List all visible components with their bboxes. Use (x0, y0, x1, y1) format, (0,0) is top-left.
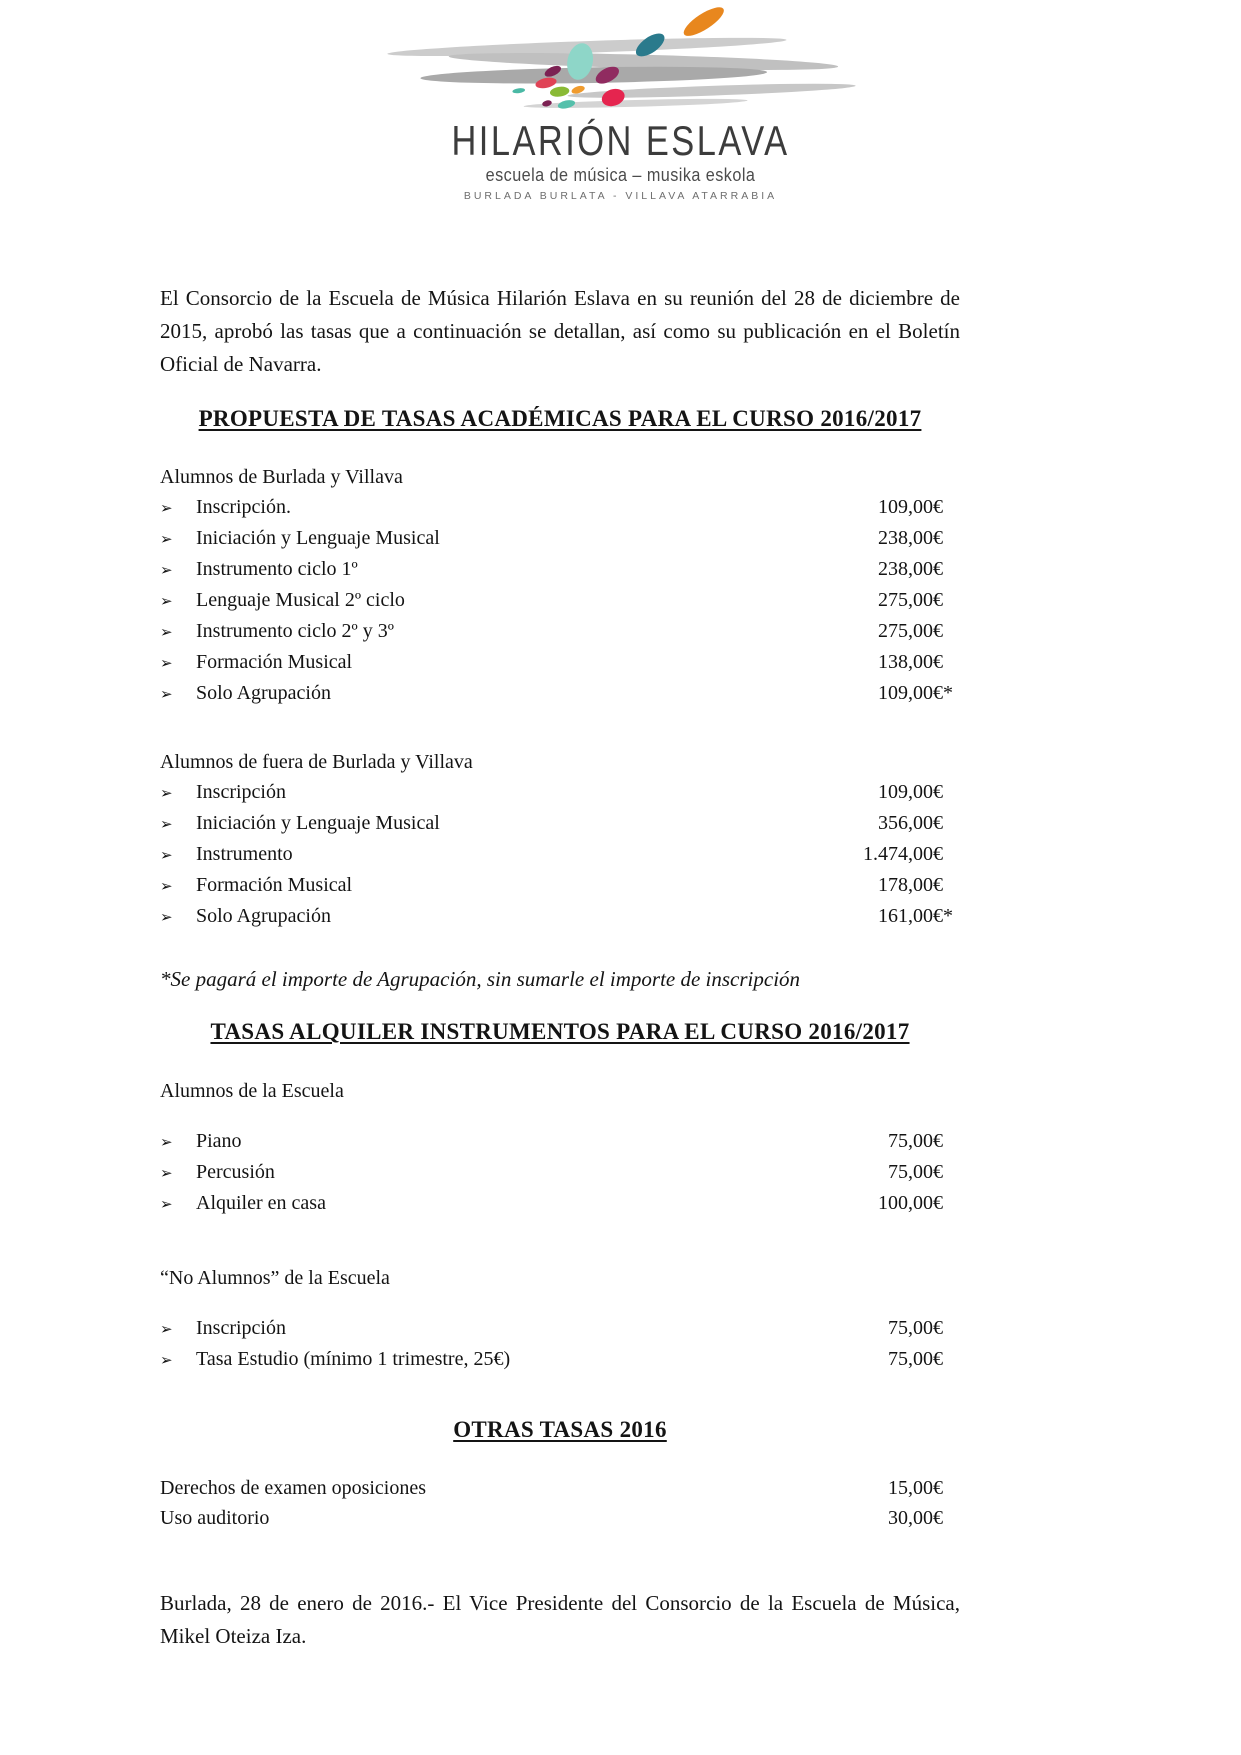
fee-row (160, 777, 960, 808)
intro-paragraph: El Consorcio de la Escuela de Música Hilarión Eslava en su reunión del 28 de diciembre de 2015, aprobó las tasas que a continuación se detallan, así como su publicación en el Boletín Oficial de Navarra. (160, 286, 960, 376)
arrow-bullet-icon: ➢ (160, 877, 173, 895)
fee-price (878, 777, 943, 807)
fee-price (888, 1473, 943, 1503)
fee-label: Alquiler en casa (196, 1192, 326, 1214)
arrow-bullet-icon: ➢ (160, 654, 173, 672)
group-label-no-alumnos: “No Alumnos” de la Escuela (160, 1267, 390, 1289)
fee-row (160, 901, 960, 932)
arrow-bullet-icon: ➢ (160, 784, 173, 802)
fee-row (160, 1313, 960, 1344)
fee-row (160, 1126, 960, 1157)
fee-amount: 109,00€ (878, 781, 943, 803)
fee-label: Percusión (196, 1161, 275, 1183)
fee-list-alumnos (160, 1126, 960, 1219)
fee-amount: 109,00€ (878, 682, 943, 704)
group-label-burlada: Alumnos de Burlada y Villava (160, 466, 403, 488)
fee-amount: 275,00€ (878, 589, 943, 611)
fee-row (160, 1344, 960, 1375)
school-location: BURLADA BURLATA - VILLAVA ATARRABIA (463, 190, 778, 202)
fee-price (888, 1313, 943, 1343)
fee-row (160, 1188, 960, 1219)
other-fee-row (160, 1473, 960, 1503)
fee-amount: 109,00€ (878, 496, 943, 518)
fee-row (160, 492, 960, 523)
other-fee-row (160, 1503, 960, 1533)
other-fee-list (160, 1473, 960, 1533)
fee-label: Formación Musical (196, 651, 353, 673)
document-content (160, 282, 960, 1653)
footnote: *Se pagará el importe de Agrupación, sin sumarle el importe de inscripción (160, 967, 801, 991)
fee-amount: 75,00€ (888, 1130, 943, 1152)
fee-label: Piano (196, 1130, 242, 1152)
fee-label: Formación Musical (196, 874, 353, 896)
fee-label: Tasa Estudio (mínimo 1 trimestre, 25€) (196, 1348, 511, 1370)
fee-label: Inscripción (196, 1317, 286, 1339)
fee-amount: 275,00€ (878, 620, 943, 642)
arrow-bullet-icon: ➢ (160, 1133, 173, 1151)
arrow-bullet-icon: ➢ (160, 846, 173, 864)
arrow-bullet-icon: ➢ (160, 1195, 173, 1213)
fee-label: Iniciación y Lenguaje Musical (196, 812, 440, 834)
fee-list-burlada (160, 492, 960, 709)
fee-price (878, 523, 943, 553)
arrow-bullet-icon: ➢ (160, 592, 173, 610)
fee-price (878, 1188, 943, 1218)
fee-row (160, 523, 960, 554)
fee-label: Iniciación y Lenguaje Musical (196, 527, 440, 549)
arrow-bullet-icon: ➢ (160, 530, 173, 548)
fee-label: Inscripción. (196, 496, 291, 518)
fee-price (863, 839, 943, 869)
fee-amount: 75,00€ (888, 1161, 943, 1183)
arrow-bullet-icon: ➢ (160, 908, 173, 926)
fee-row (160, 585, 960, 616)
fee-price (878, 870, 943, 900)
fee-row (160, 554, 960, 585)
fee-amount: 75,00€ (888, 1317, 943, 1339)
fee-row (160, 808, 960, 839)
fee-price (888, 1344, 943, 1374)
arrow-bullet-icon: ➢ (160, 1320, 173, 1338)
fee-amount: 1.474,00€ (863, 843, 943, 865)
fee-price (878, 647, 943, 677)
fee-amount: 161,00€ (878, 905, 943, 927)
arrow-bullet-icon: ➢ (160, 1351, 173, 1369)
arrow-bullet-icon: ➢ (160, 623, 173, 641)
fee-price (888, 1157, 943, 1187)
arrow-bullet-icon: ➢ (160, 1164, 173, 1182)
fee-list-fuera (160, 777, 960, 932)
fee-amount: 138,00€ (878, 651, 943, 673)
fee-amount: 356,00€ (878, 812, 943, 834)
fee-label: Instrumento ciclo 2º y 3º (196, 620, 394, 642)
fee-amount: 178,00€ (878, 874, 943, 896)
fee-amount: 238,00€ (878, 527, 943, 549)
fee-list-no-alumnos (160, 1313, 960, 1375)
fee-label: Instrumento ciclo 1º (196, 558, 358, 580)
fee-label: Inscripción (196, 781, 286, 803)
section-heading-proposal: PROPUESTA DE TASAS ACADÉMICAS PARA EL CURSO 2016/2017 (198, 406, 922, 431)
fee-price (888, 1126, 943, 1156)
fee-price: 109,00€* (878, 682, 953, 704)
fee-price (878, 585, 943, 615)
fee-amount: 15,00€ (888, 1477, 943, 1499)
school-name: HILARIÓN ESLAVA (451, 117, 790, 164)
fee-price (878, 554, 943, 584)
fee-row (160, 647, 960, 678)
group-label-fuera: Alumnos de fuera de Burlada y Villava (160, 751, 473, 773)
fee-row (160, 1157, 960, 1188)
fee-price (878, 616, 943, 646)
fee-row (160, 616, 960, 647)
group-label-alumnos: Alumnos de la Escuela (160, 1080, 344, 1102)
school-logo (0, 0, 1241, 204)
arrow-bullet-icon: ➢ (160, 685, 173, 703)
arrow-bullet-icon: ➢ (160, 815, 173, 833)
arrow-bullet-icon: ➢ (160, 499, 173, 517)
school-subtitle: escuela de música – musika eskola (485, 165, 756, 185)
arrow-bullet-icon: ➢ (160, 561, 173, 579)
fee-label: Solo Agrupación (196, 682, 331, 704)
logo-swoosh-graphic (386, 6, 856, 118)
fee-amount: 238,00€ (878, 558, 943, 580)
section-heading-other: OTRAS TASAS 2016 (453, 1417, 667, 1442)
fee-label: Uso auditorio (160, 1507, 270, 1529)
fee-label: Solo Agrupación (196, 905, 331, 927)
footer-paragraph: Burlada, 28 de enero de 2016.- El Vice Presidente del Consorcio de la Escuela de Música, Mikel Oteiza Iza. (160, 1591, 960, 1648)
fee-label: Instrumento (196, 843, 293, 865)
fee-label: Lenguaje Musical 2º ciclo (196, 589, 405, 611)
fee-price (888, 1503, 943, 1533)
fee-row (160, 839, 960, 870)
fee-price (878, 492, 943, 522)
fee-amount: 100,00€ (878, 1192, 943, 1214)
fee-label: Derechos de examen oposiciones (160, 1477, 427, 1499)
fee-price: 161,00€* (878, 905, 953, 927)
fee-row (160, 870, 960, 901)
fee-amount: 30,00€ (888, 1507, 943, 1529)
section-heading-rental: TASAS ALQUILER INSTRUMENTOS PARA EL CURSO 2016/2017 (210, 1019, 910, 1044)
fee-price (878, 808, 943, 838)
fee-row (160, 678, 960, 709)
fee-amount: 75,00€ (888, 1348, 943, 1370)
